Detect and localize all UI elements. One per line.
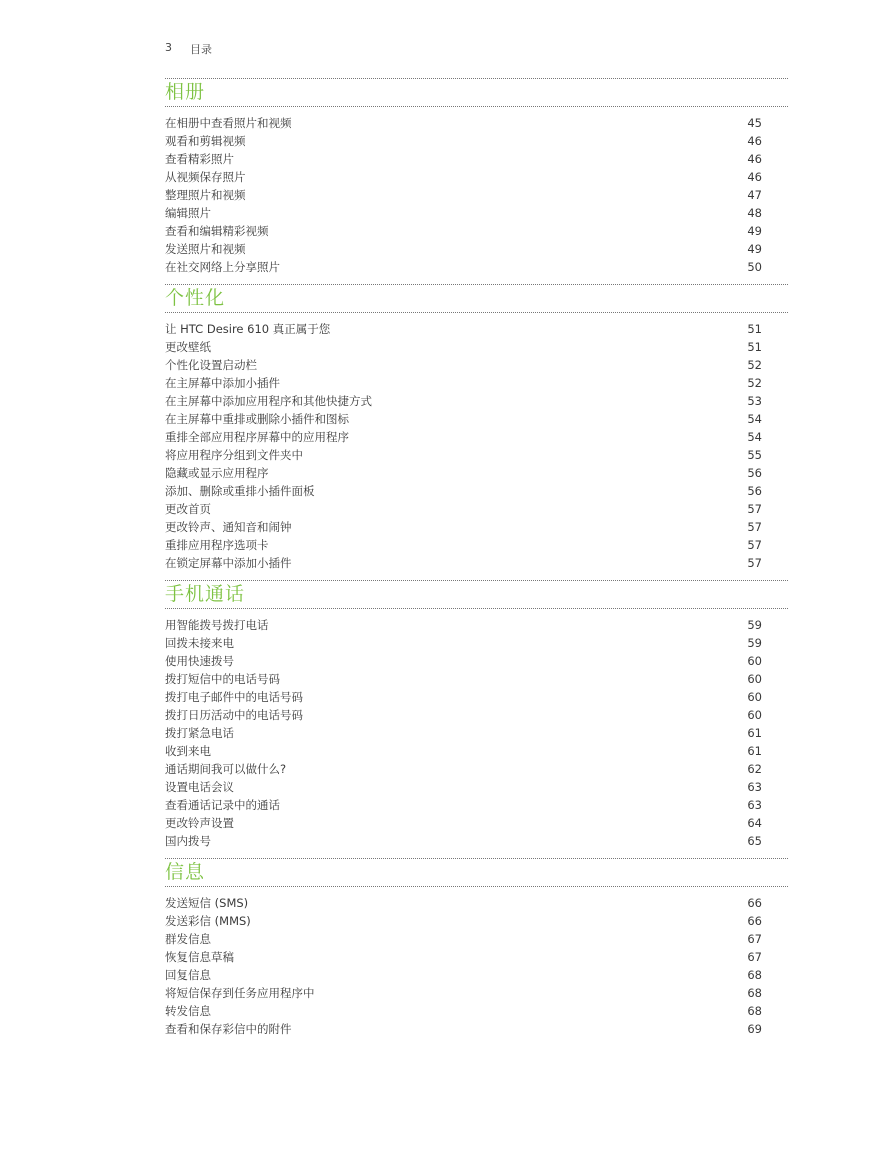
- toc-entry[interactable]: [165, 832, 788, 850]
- toc-entry-label[interactable]: 恢复信息草稿: [165, 950, 234, 964]
- toc-entry-label[interactable]: 整理照片和视频: [165, 188, 246, 202]
- toc-entry-label[interactable]: 重排应用程序选项卡: [165, 538, 269, 552]
- toc-entry-label[interactable]: 更改铃声设置: [165, 816, 234, 830]
- toc-entry[interactable]: [165, 796, 788, 814]
- toc-entry[interactable]: [165, 688, 788, 706]
- toc-entry-label[interactable]: 收到来电: [165, 744, 211, 758]
- page-header: [165, 41, 212, 57]
- toc-entry-page-number[interactable]: 60: [747, 654, 762, 668]
- toc-entry-page-number[interactable]: 52: [747, 358, 762, 372]
- toc-entry-page-number[interactable]: 54: [747, 430, 762, 444]
- toc-entry[interactable]: [165, 428, 788, 446]
- toc-entry[interactable]: [165, 948, 788, 966]
- toc-entry-label[interactable]: 更改铃声、通知音和闹钟: [165, 520, 292, 534]
- table-of-contents: [165, 78, 788, 1046]
- toc-section: [165, 580, 788, 850]
- toc-entry-page-number[interactable]: 68: [747, 1004, 762, 1018]
- toc-entry-label[interactable]: 设置电话会议: [165, 780, 234, 794]
- toc-entry-page-number[interactable]: 57: [747, 502, 762, 516]
- toc-entry-page-number[interactable]: 49: [747, 242, 762, 256]
- toc-entry[interactable]: [165, 984, 788, 1002]
- toc-entry[interactable]: [165, 204, 788, 222]
- toc-entry[interactable]: [165, 410, 788, 428]
- toc-entry-label[interactable]: 个性化设置启动栏: [165, 358, 257, 372]
- section-entries: [165, 609, 788, 850]
- toc-entry-page-number[interactable]: 68: [747, 986, 762, 1000]
- toc-entry[interactable]: [165, 742, 788, 760]
- section-header: [165, 78, 788, 107]
- toc-entry-page-number[interactable]: 51: [747, 340, 762, 354]
- toc-section: [165, 78, 788, 276]
- toc-entry-label[interactable]: 用智能拨号拨打电话: [165, 618, 269, 632]
- toc-entry[interactable]: [165, 132, 788, 150]
- toc-entry[interactable]: [165, 930, 788, 948]
- section-header: [165, 284, 788, 313]
- section-header: [165, 580, 788, 609]
- toc-entry[interactable]: [165, 374, 788, 392]
- toc-entry[interactable]: [165, 1020, 788, 1038]
- toc-entry-label[interactable]: 在社交网络上分享照片: [165, 260, 280, 274]
- toc-entry-page-number[interactable]: 60: [747, 672, 762, 686]
- toc-entry[interactable]: [165, 706, 788, 724]
- toc-entry-page-number[interactable]: 68: [747, 968, 762, 982]
- toc-entry-label[interactable]: 重排全部应用程序屏幕中的应用程序: [165, 430, 349, 444]
- toc-entry[interactable]: [165, 186, 788, 204]
- toc-entry-page-number[interactable]: 55: [747, 448, 762, 462]
- toc-entry-page-number[interactable]: 48: [747, 206, 762, 220]
- toc-entry-page-number[interactable]: 66: [747, 896, 762, 910]
- toc-entry-page-number[interactable]: 61: [747, 726, 762, 740]
- toc-section: [165, 858, 788, 1038]
- toc-entry-page-number[interactable]: 69: [747, 1022, 762, 1036]
- section-title[interactable]: 手机通话: [165, 583, 246, 605]
- section-title[interactable]: 信息: [165, 861, 206, 883]
- toc-entry-page-number[interactable]: 54: [747, 412, 762, 426]
- toc-entry-label[interactable]: 更改首页: [165, 502, 211, 516]
- toc-entry-label[interactable]: 发送彩信 (MMS): [165, 914, 251, 928]
- section-title[interactable]: 相册: [165, 81, 206, 103]
- toc-entry-page-number[interactable]: 53: [747, 394, 762, 408]
- toc-entry-page-number[interactable]: 63: [747, 798, 762, 812]
- toc-entry[interactable]: [165, 446, 788, 464]
- toc-entry-label[interactable]: 在主屏幕中添加应用程序和其他快捷方式: [165, 394, 372, 408]
- toc-entry[interactable]: [165, 150, 788, 168]
- toc-entry[interactable]: [165, 724, 788, 742]
- toc-entry-label[interactable]: 让 HTC Desire 610 真正属于您: [165, 322, 331, 336]
- toc-entry[interactable]: [165, 168, 788, 186]
- toc-entry-label[interactable]: 拨打日历活动中的电话号码: [165, 708, 303, 722]
- toc-entry-label[interactable]: 发送照片和视频: [165, 242, 246, 256]
- toc-entry-label[interactable]: 拨打紧急电话: [165, 726, 234, 740]
- toc-entry[interactable]: [165, 240, 788, 258]
- toc-entry-page-number[interactable]: 57: [747, 520, 762, 534]
- toc-entry-page-number[interactable]: 65: [747, 834, 762, 848]
- toc-entry-page-number[interactable]: 62: [747, 762, 762, 776]
- toc-entry-label[interactable]: 查看和保存彩信中的附件: [165, 1022, 292, 1036]
- toc-entry-label[interactable]: 隐藏或显示应用程序: [165, 466, 269, 480]
- toc-entry-page-number[interactable]: 46: [747, 170, 762, 184]
- toc-entry-label[interactable]: 使用快速拨号: [165, 654, 234, 668]
- toc-entry[interactable]: [165, 482, 788, 500]
- toc-entry[interactable]: [165, 500, 788, 518]
- toc-entry[interactable]: [165, 778, 788, 796]
- section-title[interactable]: 个性化: [165, 287, 226, 309]
- toc-entry[interactable]: [165, 114, 788, 132]
- toc-entry-page-number[interactable]: 60: [747, 708, 762, 722]
- toc-entry-page-number[interactable]: 59: [747, 636, 762, 650]
- toc-entry-page-number[interactable]: 61: [747, 744, 762, 758]
- toc-entry-page-number[interactable]: 56: [747, 484, 762, 498]
- toc-section: [165, 284, 788, 572]
- toc-entry-label[interactable]: 群发信息: [165, 932, 211, 946]
- section-header: [165, 858, 788, 887]
- toc-entry-label[interactable]: 在主屏幕中重排或删除小插件和图标: [165, 412, 349, 426]
- section-entries: [165, 107, 788, 276]
- toc-entry-page-number[interactable]: 63: [747, 780, 762, 794]
- toc-entry-label[interactable]: 发送短信 (SMS): [165, 896, 249, 910]
- toc-entry[interactable]: [165, 536, 788, 554]
- toc-entry[interactable]: [165, 320, 788, 338]
- toc-entry-page-number[interactable]: 67: [747, 932, 762, 946]
- toc-entry[interactable]: [165, 554, 788, 572]
- toc-entry-label[interactable]: 编辑照片: [165, 206, 211, 220]
- toc-entry-label[interactable]: 通话期间我可以做什么?: [165, 762, 287, 776]
- toc-entry[interactable]: [165, 338, 788, 356]
- toc-entry[interactable]: [165, 356, 788, 374]
- header-title: 目录: [190, 43, 212, 56]
- toc-entry[interactable]: [165, 222, 788, 240]
- toc-entry-label[interactable]: 观看和剪辑视频: [165, 134, 246, 148]
- toc-entry-label[interactable]: 将应用程序分组到文件夹中: [165, 448, 303, 462]
- section-entries: [165, 887, 788, 1038]
- toc-entry-label[interactable]: 在相册中查看照片和视频: [165, 116, 292, 130]
- toc-entry-page-number[interactable]: 64: [747, 816, 762, 830]
- toc-entry[interactable]: [165, 1002, 788, 1020]
- toc-entry-label[interactable]: 回复信息: [165, 968, 211, 982]
- toc-entry-label[interactable]: 从视频保存照片: [165, 170, 246, 184]
- toc-entry-page-number[interactable]: 67: [747, 950, 762, 964]
- toc-entry-label[interactable]: 国内拨号: [165, 834, 211, 848]
- toc-entry-page-number[interactable]: 59: [747, 618, 762, 632]
- toc-entry-label[interactable]: 查看和编辑精彩视频: [165, 224, 269, 238]
- toc-entry[interactable]: [165, 464, 788, 482]
- toc-entry[interactable]: [165, 652, 788, 670]
- section-entries: [165, 313, 788, 572]
- toc-entry-page-number[interactable]: 52: [747, 376, 762, 390]
- toc-entry-label[interactable]: 转发信息: [165, 1004, 211, 1018]
- toc-entry-page-number[interactable]: 46: [747, 152, 762, 166]
- toc-entry-page-number[interactable]: 50: [747, 260, 762, 274]
- toc-entry-label[interactable]: 查看通话记录中的通话: [165, 798, 280, 812]
- toc-entry-page-number[interactable]: 49: [747, 224, 762, 238]
- toc-entry-label[interactable]: 在主屏幕中添加小插件: [165, 376, 280, 390]
- toc-entry-label[interactable]: 将短信保存到任务应用程序中: [165, 986, 315, 1000]
- page-number: 3: [165, 41, 172, 54]
- toc-entry[interactable]: [165, 392, 788, 410]
- toc-entry-label[interactable]: 回拨未接来电: [165, 636, 234, 650]
- toc-entry[interactable]: [165, 518, 788, 536]
- toc-entry-label[interactable]: 查看精彩照片: [165, 152, 234, 166]
- toc-entry-page-number[interactable]: 57: [747, 556, 762, 570]
- toc-entry[interactable]: [165, 912, 788, 930]
- toc-entry-page-number[interactable]: 51: [747, 322, 762, 336]
- toc-entry-label[interactable]: 添加、删除或重排小插件面板: [165, 484, 315, 498]
- toc-entry[interactable]: [165, 634, 788, 652]
- toc-entry-label[interactable]: 拨打电子邮件中的电话号码: [165, 690, 303, 704]
- toc-entry-page-number[interactable]: 60: [747, 690, 762, 704]
- toc-entry[interactable]: [165, 616, 788, 634]
- toc-entry-page-number[interactable]: 56: [747, 466, 762, 480]
- toc-entry[interactable]: [165, 814, 788, 832]
- toc-entry-page-number[interactable]: 45: [747, 116, 762, 130]
- toc-entry-label[interactable]: 拨打短信中的电话号码: [165, 672, 280, 686]
- toc-entry[interactable]: [165, 258, 788, 276]
- toc-entry[interactable]: [165, 760, 788, 778]
- toc-entry-page-number[interactable]: 46: [747, 134, 762, 148]
- toc-entry-page-number[interactable]: 57: [747, 538, 762, 552]
- toc-entry-label[interactable]: 更改壁纸: [165, 340, 211, 354]
- toc-entry-page-number[interactable]: 66: [747, 914, 762, 928]
- toc-entry-page-number[interactable]: 47: [747, 188, 762, 202]
- toc-entry[interactable]: [165, 894, 788, 912]
- toc-entry[interactable]: [165, 966, 788, 984]
- toc-entry[interactable]: [165, 670, 788, 688]
- toc-entry-label[interactable]: 在锁定屏幕中添加小插件: [165, 556, 292, 570]
